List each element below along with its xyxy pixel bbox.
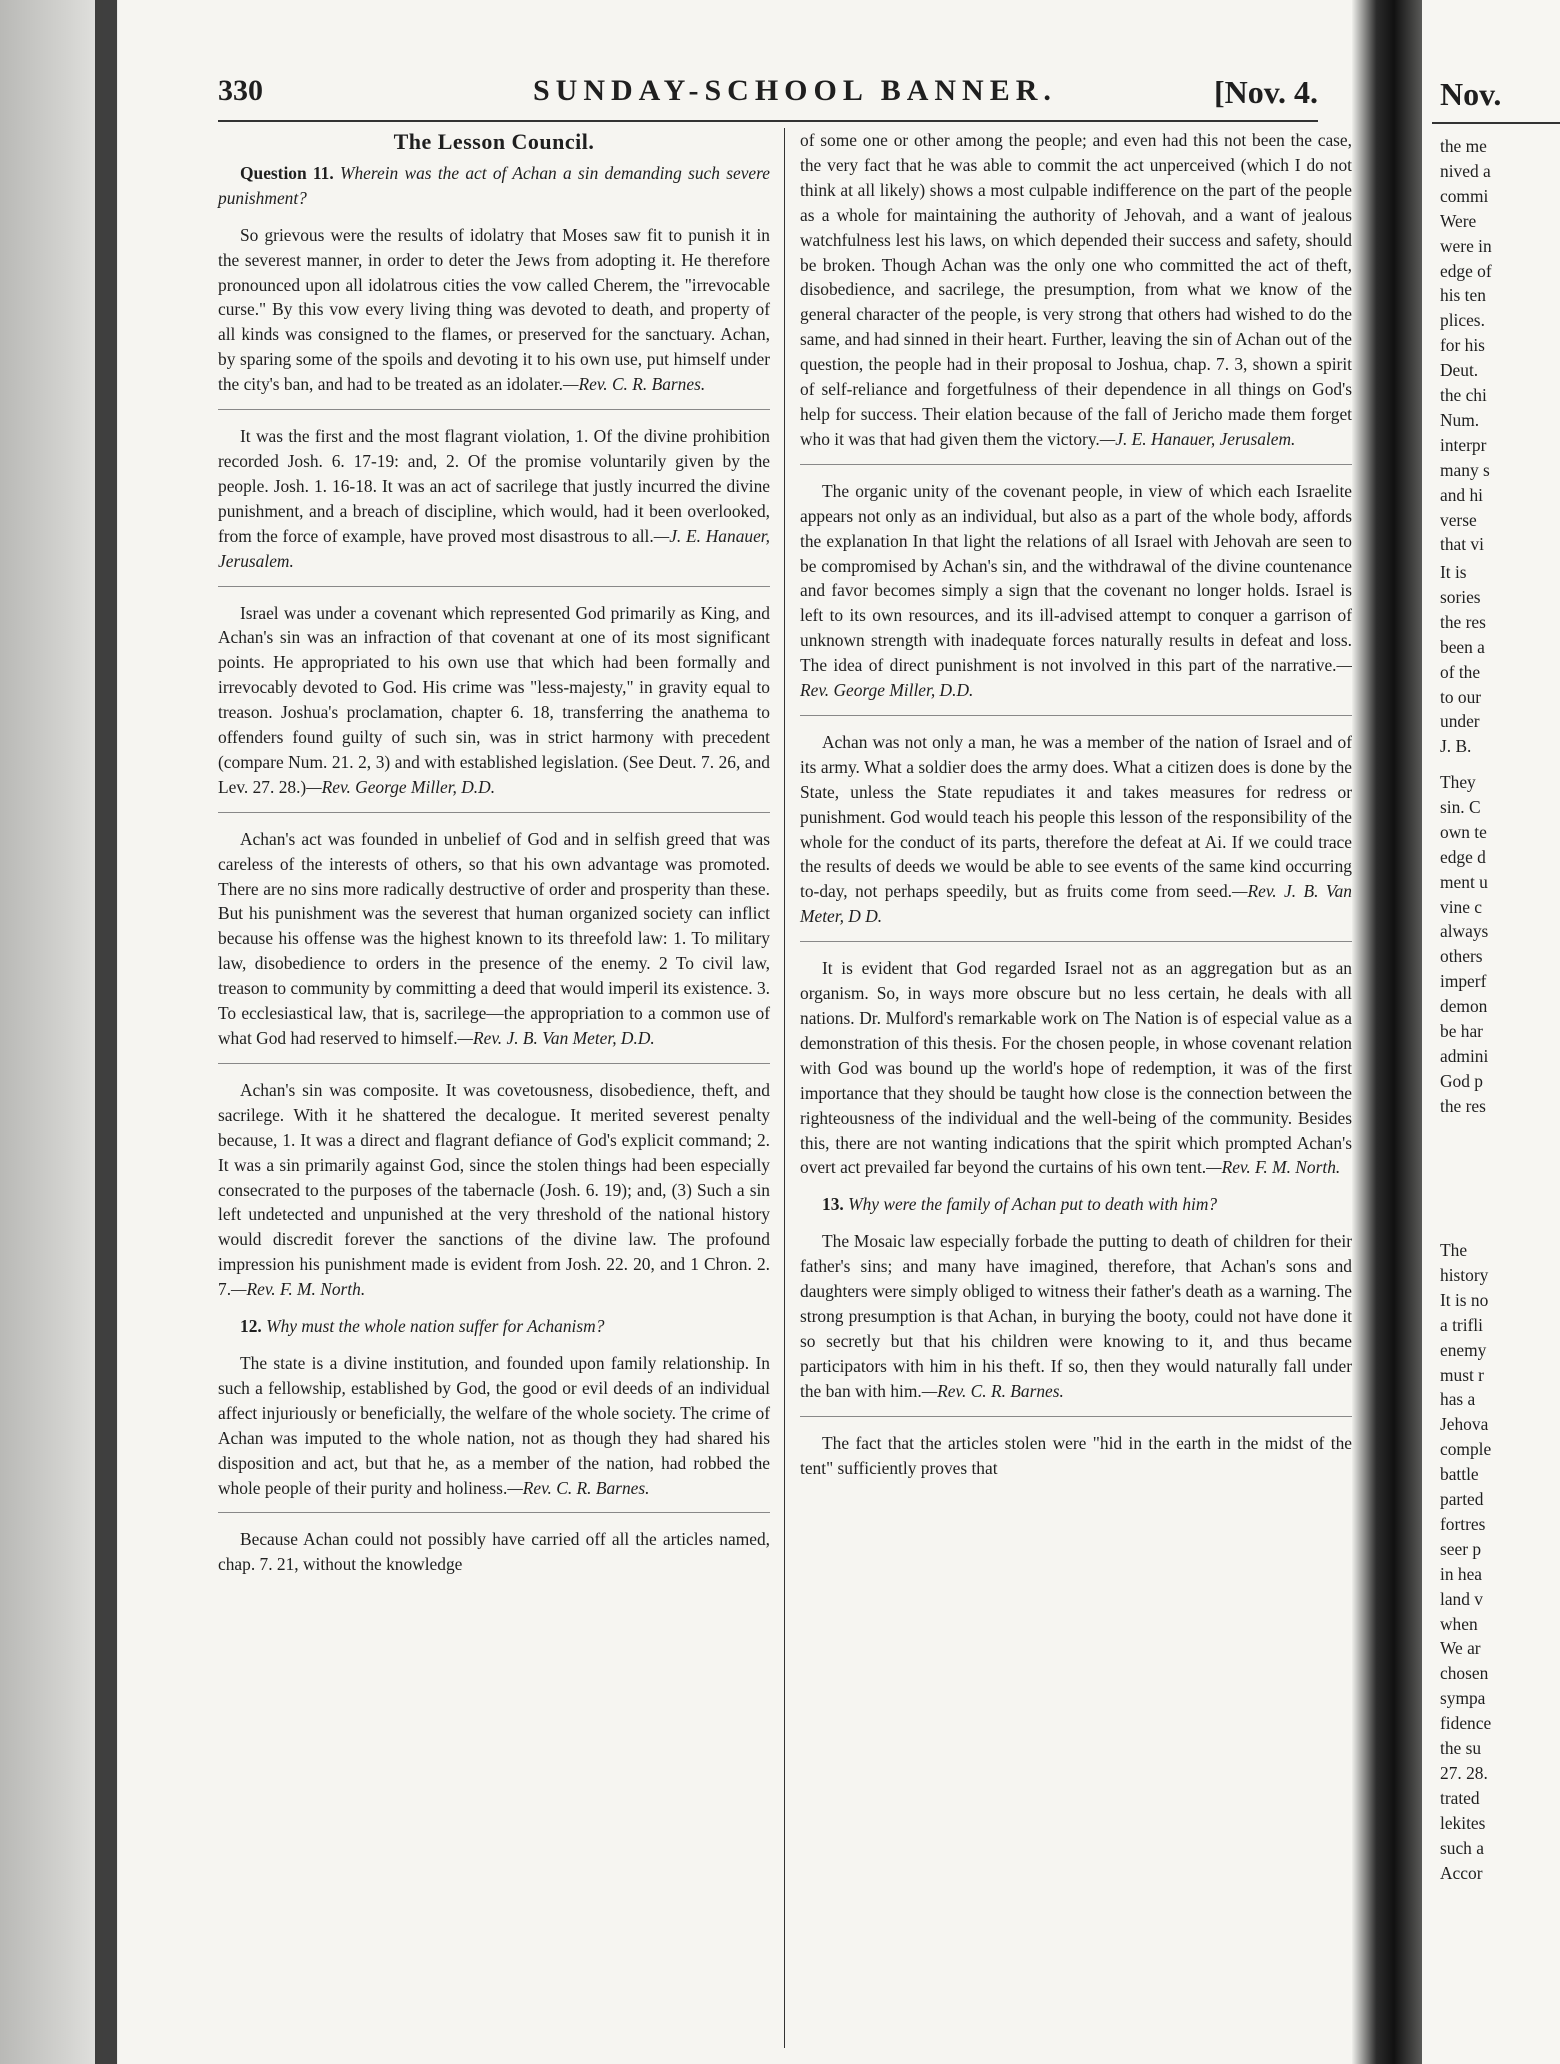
attribution: —Rev. F. M. North. [1206, 1157, 1341, 1178]
facing-page-text-fragment: 27. 28. [1440, 1762, 1488, 1783]
facing-page-text-fragment: sin. C [1440, 796, 1481, 817]
facing-page-text-fragment: battle [1440, 1464, 1479, 1485]
question-11 [218, 161, 770, 211]
facing-page-text-fragment: has a [1440, 1389, 1476, 1410]
facing-page-text-fragment: a trifli [1440, 1314, 1483, 1335]
separator [800, 1416, 1352, 1417]
answer-text: It was the first and the most flagrant violation, 1. Of the divine prohibition recorded Josh. 6. 17-19: and, 2. Of the promise voluntarily given by the people. Josh. 1. 16-18. It was an act of sacrilege that justly incurred the divine punishment, and a breach of discipline, which would, had it been overlooked, from the force of example, have proved most disastrous to all. [218, 426, 770, 546]
header-rule [218, 120, 1318, 122]
facing-page-text-fragment: admini [1440, 1045, 1489, 1066]
facing-page-text-fragment: to our [1440, 686, 1482, 707]
page-header [218, 74, 1318, 114]
facing-page-text-fragment: Deut. [1440, 360, 1479, 381]
answer-paragraph: The fact that the articles stolen were "hid in the earth in the midst of the tent" sufficiently proves that [800, 1432, 1352, 1478]
facing-page-text-fragment: It is [1440, 562, 1467, 582]
facing-page-text-fragment: the res [1440, 611, 1486, 632]
question-11-text: Wherein was the act of Achan a sin demanding such severe punishment? [218, 162, 770, 208]
left-column [218, 128, 770, 1589]
question-13-text: Why were the family of Achan put to death with him? [848, 1194, 1218, 1215]
facing-page-text-fragment: history [1440, 1264, 1489, 1285]
facing-page-text-fragment: sories [1440, 586, 1481, 607]
facing-page-text-fragment: for his [1440, 335, 1485, 356]
answer-paragraph [800, 956, 1352, 1180]
separator [218, 1063, 770, 1064]
facing-page-text-fragment: commi [1440, 185, 1489, 206]
facing-page-edge [1422, 0, 1560, 2064]
right-column [800, 128, 1352, 1492]
answer-paragraph [218, 601, 770, 800]
attribution: —J. E. Hanauer, Jerusalem. [218, 525, 770, 571]
attribution: —Rev. C. R. Barnes. [507, 1477, 650, 1498]
facing-page-text-fragment: when [1440, 1613, 1478, 1634]
answer-text: of some one or other among the people; and even had this not been the case, the very fact that he was able to commit the act unperceived (which I do not think at all likely) shows a most culpable indifference on the part of the people as a whole for maintaining the authority of Jehovah, and a want of jealous watchfulness lest his laws, on which depended their success and safety, should be broken. Though Achan was the only one who committed the act of theft, disobedience, and sacrilege, the presumption, from what we know of the general character of the people, is very strong that others had wished to do the same, and had sinned in their heart. Further, leaving the sin of Achan out of the question, the people had in their proposal to Joshua, chap. 7. 3, shown a spirit of self-reliance and forgetfulness of their dependence in all things on God's help for success. Their elation because of the fall of Jericho made them forget who it was that had given them the victory. [800, 130, 1352, 449]
facing-page-text-fragment: They [1440, 772, 1476, 792]
facing-page-text-fragment: imperf [1440, 971, 1487, 992]
answer-paragraph [800, 128, 1352, 452]
facing-page-text-fragment: interpr [1440, 434, 1487, 455]
facing-page-text-fragment: parted [1440, 1489, 1484, 1509]
answer-text: Achan's act was founded in unbelief of God and in selfish greed that was careless of the interests of others, so that his own advantage was promoted. There are no sins more radically destructive of order and prosperity than these. But his punishment was the severest that human organized society can inflict because his offense was the highest known to its threefold law: 1. To military law, disobedience to orders in the presence of the enemy. 2 To civil law, treason to community by committing a deed that would imperil its existence. 3. To ecclesiastical law, that is, sacrilege—the appropriation to a common use of what God had reserved to himself. [218, 828, 770, 1048]
facing-page-text-fragment: his ten [1440, 285, 1486, 306]
facing-page-text-fragment: that vi [1440, 534, 1484, 555]
facing-page-text-fragment: plices. [1440, 310, 1485, 331]
facing-page-text-fragment: the su [1440, 1738, 1482, 1758]
facing-page-text-fragment: fidence [1440, 1713, 1492, 1734]
scan-binding-edge [95, 0, 117, 2064]
facing-page-text-fragment: be har [1440, 1021, 1483, 1041]
attribution: —Rev. George Miller, D.D. [306, 776, 496, 797]
answer-text: The Mosaic law especially forbade the putting to death of children for their father's sins; and many have imagined, therefore, that Achan's sons and daughters were simply obliged to witness their father's death as a warning. The strong presumption is that Achan, in burying the booty, could not have done it so secretly but that his children were knowing to it, and thus became participators with him in his theft. If so, then they would naturally fall under the ban with him. [800, 1231, 1352, 1401]
facing-page-text-fragment: and hi [1440, 484, 1483, 505]
facing-page-text-fragment: seer p [1440, 1538, 1482, 1559]
facing-page-header: Nov. [1440, 76, 1502, 112]
answer-paragraph [800, 1229, 1352, 1403]
facing-page-rule [1432, 122, 1560, 124]
facing-page-text-fragment: demon [1440, 996, 1488, 1017]
attribution: —Rev. F. M. North. [231, 1279, 366, 1300]
facing-page-text-fragment: under [1440, 711, 1480, 732]
attribution: —Rev. C. R. Barnes. [563, 374, 706, 395]
facing-page-text-fragment: others [1440, 946, 1483, 967]
facing-page-text-fragment: The [1440, 1240, 1468, 1260]
facing-page-text-fragment: chosen [1440, 1663, 1489, 1684]
facing-page-text-fragment: the res [1440, 1095, 1486, 1116]
attribution: —Rev. J. B. Van Meter, D D. [800, 881, 1352, 927]
facing-page-text-fragment: ment u [1440, 871, 1488, 892]
question-12-text: Why must the whole nation suffer for Achanism? [266, 1316, 605, 1337]
attribution: —Rev. George Miller, D.D. [800, 655, 1352, 701]
running-title: SUNDAY-SCHOOL BANNER. [533, 74, 1057, 107]
facing-page-text-fragment: enemy [1440, 1339, 1487, 1360]
section-title: The Lesson Council. [393, 129, 595, 154]
separator [800, 941, 1352, 942]
facing-page-text-fragment: edge of [1440, 260, 1492, 281]
facing-page-text-fragment: Were [1440, 210, 1477, 231]
facing-page-text-fragment: such a [1440, 1837, 1484, 1858]
facing-page-text-fragment: verse [1440, 509, 1477, 530]
facing-page-text-fragment: God p [1440, 1070, 1483, 1091]
answer-paragraph [218, 223, 770, 397]
attribution: —Rev. C. R. Barnes. [921, 1380, 1064, 1401]
facing-page-text-fragment: edge d [1440, 846, 1486, 867]
answer-paragraph [218, 827, 770, 1051]
facing-page-text-fragment: own te [1440, 821, 1487, 842]
facing-page-text-fragment: must r [1440, 1364, 1484, 1385]
facing-page-text-fragment: J. B. [1440, 736, 1472, 757]
answer-paragraph [218, 424, 770, 573]
facing-page-text-fragment: nived a [1440, 160, 1491, 181]
question-12 [218, 1314, 770, 1339]
answer-text: It is evident that God regarded Israel not as an aggregation but as an organism. So, in ways more obscure but no less certain, he deals with all nations. Dr. Mulford's remarkable work on The Nation is of especial value as a demonstration of this thesis. For the chosen people, in whose covenant relation with God was bound up the world's hope of redemption, it was of the first importance that they should be taught how close is the connection between the righteousness of the individual and the well-being of the community. Besides this, there are not wanting indications that the spirit which prompted Achan's overt act prevailed far beyond the curtains of his own tent. [800, 958, 1352, 1178]
attribution: —Rev. J. B. Van Meter, D.D. [457, 1028, 655, 1048]
answer-paragraph [218, 1078, 770, 1302]
facing-page-text-fragment: land v [1440, 1588, 1483, 1609]
answer-text: The organic unity of the covenant people, in view of which each Israelite appears not only as an individual, but also as a part of the whole body, affords the explanation In that light the relations of all Israel with Jehovah are seen to be compromised by Achan's sin, and the withdrawal of the divine countenance and favor becomes simply a sign that the covenant no longer holds. Israel is left to its own resources, and its ill-advised attempt to conquer a garrison of unknown strength with inadequate forces naturally results in defeat and loss. The idea of direct punishment is not involved in this part of the narrative. [800, 480, 1352, 676]
facing-page-text-fragment: comple [1440, 1439, 1492, 1460]
facing-page-text-fragment: Num. [1440, 409, 1480, 430]
question-11-label: Question 11. [240, 162, 334, 183]
facing-page-text-fragment: We ar [1440, 1638, 1481, 1659]
book-gutter [1352, 0, 1422, 2064]
separator [800, 715, 1352, 716]
facing-page-text-fragment: lekites [1440, 1812, 1486, 1833]
answer-paragraph [218, 1351, 770, 1500]
facing-page-text-fragment: many s [1440, 459, 1490, 480]
question-12-label: 12. [240, 1316, 262, 1337]
facing-page-text-fragment: sympa [1440, 1688, 1486, 1709]
facing-page-text-fragment: Jehova [1440, 1414, 1489, 1435]
facing-page-text-fragment: the me [1440, 136, 1487, 156]
separator [800, 464, 1352, 465]
facing-page-text-fragment: of the [1440, 661, 1481, 682]
page-number: 330 [218, 74, 263, 107]
separator [218, 409, 770, 410]
answer-paragraph [800, 730, 1352, 929]
attribution: —J. E. Hanauer, Jerusalem. [1099, 428, 1296, 449]
facing-page-text-fragment: fortres [1440, 1513, 1486, 1534]
facing-page-text-fragment: in hea [1440, 1563, 1483, 1584]
issue-date: [Nov. 4. [1214, 74, 1318, 110]
facing-page-text-fragment: been a [1440, 636, 1485, 657]
separator [218, 586, 770, 587]
facing-page-text-fragment: always [1440, 921, 1489, 942]
column-divider [784, 128, 785, 2048]
answer-text: Israel was under a covenant which represented God primarily as King, and Achan's sin was an infraction of that covenant at one of its most significant points. He appropriated to his own use that which had been formally and irrevocably devoted to God. His crime was "less-majesty," in gravity equal to treason. Joshua's proclamation, chapter 6. 18, transferring the anathema to offenders found guilty of such sin, was in strict harmony with precedent (compare Num. 21. 2, 3) and with established legislation. (See Deut. 7. 26, and Lev. 27. 28.) [218, 602, 770, 797]
facing-page-text-fragment: It is no [1440, 1289, 1489, 1310]
answer-text: The state is a divine institution, and founded upon family relationship. In such a fellowship, established by God, the good or evil deeds of an individual affect injuriously or beneficially, the welfare of the whole society. The crime of Achan was imputed to the whole nation, not as though they had shared his disposition and act, but that he, as a member of the nation, had robbed the whole people of their purity and holiness. [218, 1352, 770, 1498]
facing-page-text-fragment: vine c [1440, 896, 1483, 917]
answer-paragraph: Because Achan could not possibly have carried off all the articles named, chap. 7. 21, without the knowledge [218, 1529, 770, 1575]
facing-page-text-fragment: were in [1440, 235, 1492, 256]
answer-text: Achan's sin was composite. It was covetousness, disobedience, theft, and sacrilege. With it he shattered the decalogue. It merited severest penalty because, 1. It was a direct and flagrant defiance of God's explicit command; 2. It was a sin primarily against God, since the stolen things had been especially consecrated to the purposes of the tabernacle (Josh. 6. 19); and, (3) Such a sin left undetected and unpunished at the very threshold of the national history would discredit forever the sanctions of the divine law. The profound impression his punishment made is evident from Josh. 22. 20, and 1 Chron. 2. 7. [218, 1079, 770, 1300]
facing-page-text-fragment: trated [1440, 1787, 1480, 1808]
question-13-label: 13. [822, 1194, 844, 1215]
answer-text: Achan was not only a man, he was a member of the nation of Israel and of its army. What a soldier does the army does. What a citizen does is done by the State, unless the State repudiates it and takes measures for redress or punishment. God would teach his people this lesson of the responsibility of the whole for the conduct of its parts, therefore the defeat at Ai. If we could trace the results of deeds we would be able to see events of the same kind occurring to-day, not perhaps speedily, but as fruits come from seed. [800, 731, 1352, 902]
separator [218, 812, 770, 813]
facing-page-text-fragment: Accor [1440, 1862, 1483, 1883]
question-13 [800, 1192, 1352, 1217]
answer-paragraph [800, 479, 1352, 703]
answer-text: So grievous were the results of idolatry that Moses saw fit to punish it in the severest manner, in order to deter the Jews from adopting it. He therefore pronounced upon all idolatrous cities the vow called Cherem, the "irrevocable curse." By this vow every living thing was devoted to death, and property of all kinds was consigned to the flames, or preserved for the sanctuary. Achan, by sparing some of the spoils and devoting it to his own use, put himself under the city's ban, and had to be treated as an idolater. [218, 224, 770, 395]
facing-page-text-fragment: the chi [1440, 385, 1487, 405]
separator [218, 1512, 770, 1513]
